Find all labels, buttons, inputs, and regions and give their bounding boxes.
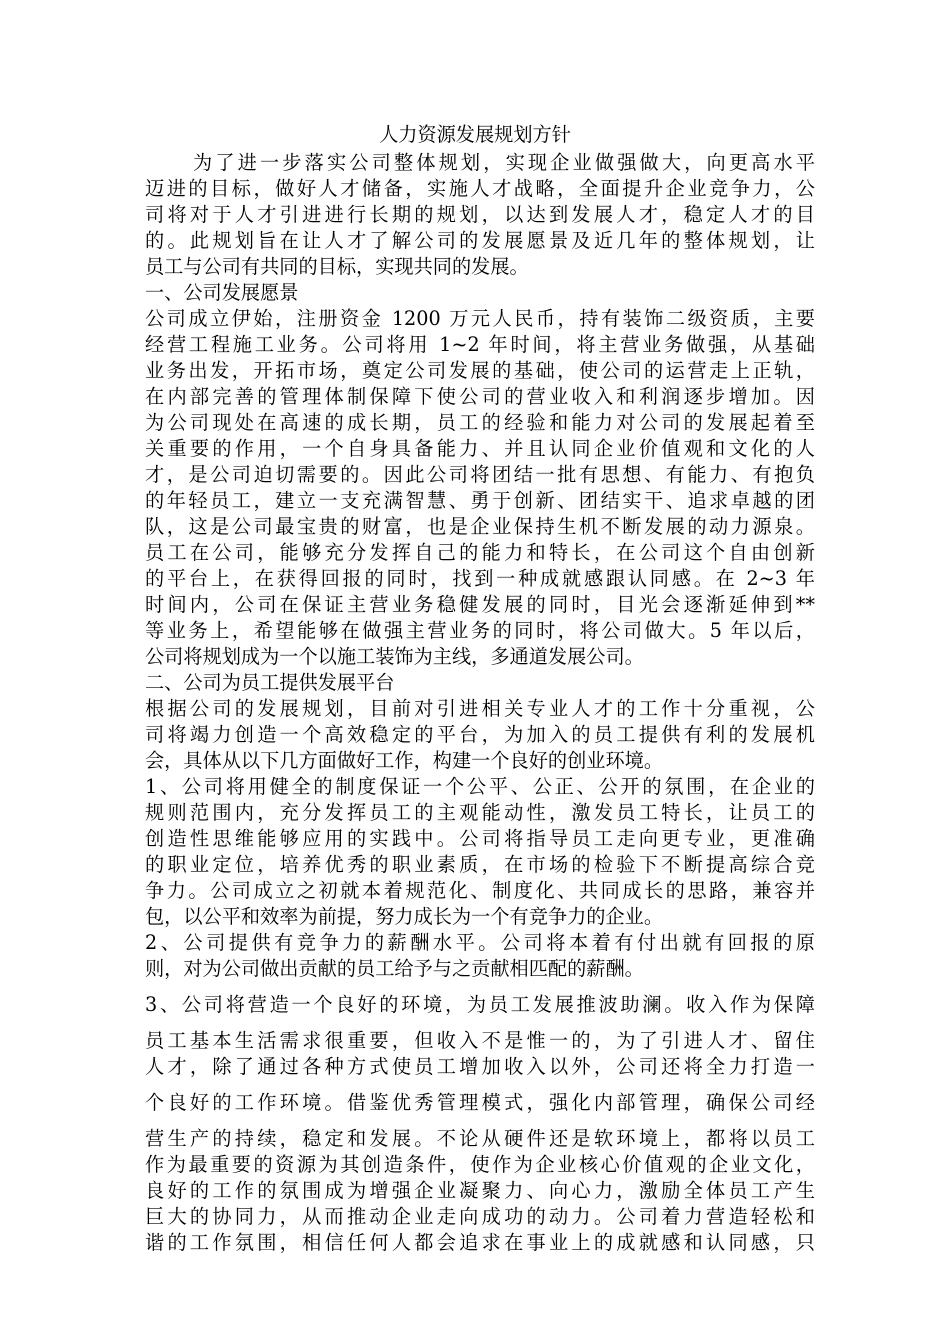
paragraph-line: 为了进一步落实公司整体规划，实现企业做强做大，向更高水平 bbox=[193, 151, 815, 174]
paragraph-line: 的职业定位，培养优秀的职业素质，在市场的检验下不断提高综合竞 bbox=[145, 853, 815, 876]
paragraph-line: 1、公司将用健全的制度保证一个公平、公正、公开的氛围，在企业的 bbox=[145, 775, 815, 798]
paragraph-line: 则，对为公司做出贡献的员工给予与之贡献相匹配的薪酬。 bbox=[145, 957, 644, 980]
paragraph-line: 的。此规划旨在让人才了解公司的发展愿景及近几年的整体规划，让 bbox=[145, 229, 815, 252]
paragraph-line: 巨大的协同力，从而推动企业走向成功的动力。公司着力营造轻松和 bbox=[145, 1205, 815, 1228]
paragraph-line: 关重要的作用，一个自身具备能力、并且认同企业价值观和文化的人 bbox=[145, 437, 815, 460]
paragraph-line: 的年轻员工，建立一支充满智慧、勇于创新、团结实干、追求卓越的团 bbox=[145, 489, 815, 512]
paragraph-line: 队，这是公司最宝贵的财富，也是企业保持生机不断发展的动力源泉。 bbox=[145, 515, 815, 538]
paragraph-line: 在内部完善的管理体制保障下使公司的营业收入和利润逐步增加。因 bbox=[145, 385, 815, 408]
paragraph-line: 根据公司的发展规划，目前对引进相关专业人才的工作十分重视，公 bbox=[145, 697, 815, 720]
paragraph-line: 个良好的工作环境。借鉴优秀管理模式，强化内部管理，确保公司经 bbox=[145, 1091, 815, 1114]
paragraph-line: 谐的工作氛围，相信任何人都会追求在事业上的成就感和认同感，只 bbox=[145, 1231, 815, 1254]
paragraph-line: 2、公司提供有竞争力的薪酬水平。公司将本着有付出就有回报的原 bbox=[145, 931, 815, 954]
paragraph-line: 迈进的目标，做好人才储备，实施人才战略，全面提升企业竞争力，公 bbox=[145, 177, 815, 200]
section-heading: 一、公司发展愿景 bbox=[145, 281, 299, 304]
paragraph-line: 员工基本生活需求很重要，但收入不是惟一的，为了引进人才、留住 bbox=[145, 1029, 815, 1052]
paragraph-line: 规则范围内，充分发挥员工的主观能动性，激发员工特长，让员工的 bbox=[145, 801, 815, 824]
document-title: 人力资源发展规划方针 bbox=[379, 123, 571, 146]
paragraph-line: 创造性思维能够应用的实践中。公司将指导员工走向更专业，更准确 bbox=[145, 827, 815, 850]
paragraph-line: 司将对于人才引进进行长期的规划，以达到发展人才，稳定人才的目 bbox=[145, 203, 815, 226]
paragraph-line: 作为最重要的资源为其创造条件，使作为企业核心价值观的企业文化， bbox=[145, 1153, 815, 1176]
section-heading: 二、公司为员工提供发展平台 bbox=[145, 671, 395, 694]
paragraph-line: 公司将规划成为一个以施工装饰为主线，多通道发展公司。 bbox=[145, 645, 644, 668]
paragraph-line: 会，具体从以下几方面做好工作，构建一个良好的创业环境。 bbox=[145, 749, 664, 772]
paragraph-line: 等业务上，希望能够在做强主营业务的同时，将公司做大。5 年以后， bbox=[145, 619, 815, 642]
paragraph-line: 时间内，公司在保证主营业务稳健发展的同时，目光会逐渐延伸到** bbox=[145, 593, 815, 616]
paragraph-line: 司将竭力创造一个高效稳定的平台，为加入的员工提供有利的发展机 bbox=[145, 723, 815, 746]
paragraph-line: 业务出发，开拓市场，奠定公司发展的基础，使公司的运营走上正轨， bbox=[145, 359, 815, 382]
paragraph-line: 为公司现处在高速的成长期，员工的经验和能力对公司的发展起着至 bbox=[145, 411, 815, 434]
paragraph-line: 员工与公司有共同的目标，实现共同的发展。 bbox=[145, 255, 529, 278]
paragraph-line: 争力。公司成立之初就本着规范化、制度化、共同成长的思路，兼容并 bbox=[145, 879, 815, 902]
paragraph-line: 良好的工作的氛围成为增强企业凝聚力、向心力，激励全体员工产生 bbox=[145, 1179, 815, 1202]
paragraph-line: 3、公司将营造一个良好的环境，为员工发展推波助澜。收入作为保障 bbox=[145, 993, 815, 1016]
paragraph-line: 营生产的持续，稳定和发展。不论从硬件还是软环境上，都将以员工 bbox=[145, 1127, 815, 1150]
paragraph-line: 才，是公司迫切需要的。因此公司将团结一批有思想、有能力、有抱负 bbox=[145, 463, 815, 486]
paragraph-line: 包，以公平和效率为前提，努力成长为一个有竞争力的企业。 bbox=[145, 905, 664, 928]
paragraph-line: 人才，除了通过各种方式使员工增加收入以外，公司还将全力打造一 bbox=[145, 1055, 815, 1078]
paragraph-line: 员工在公司，能够充分发挥自己的能力和特长，在公司这个自由创新 bbox=[145, 541, 815, 564]
paragraph-line: 经营工程施工业务。公司将用 1~2 年时间，将主营业务做强，从基础 bbox=[145, 333, 815, 356]
paragraph-line: 的平台上，在获得回报的同时，找到一种成就感跟认同感。在 2~3 年 bbox=[145, 567, 815, 590]
paragraph-line: 公司成立伊始，注册资金 1200 万元人民币，持有装饰二级资质，主要 bbox=[145, 307, 815, 330]
